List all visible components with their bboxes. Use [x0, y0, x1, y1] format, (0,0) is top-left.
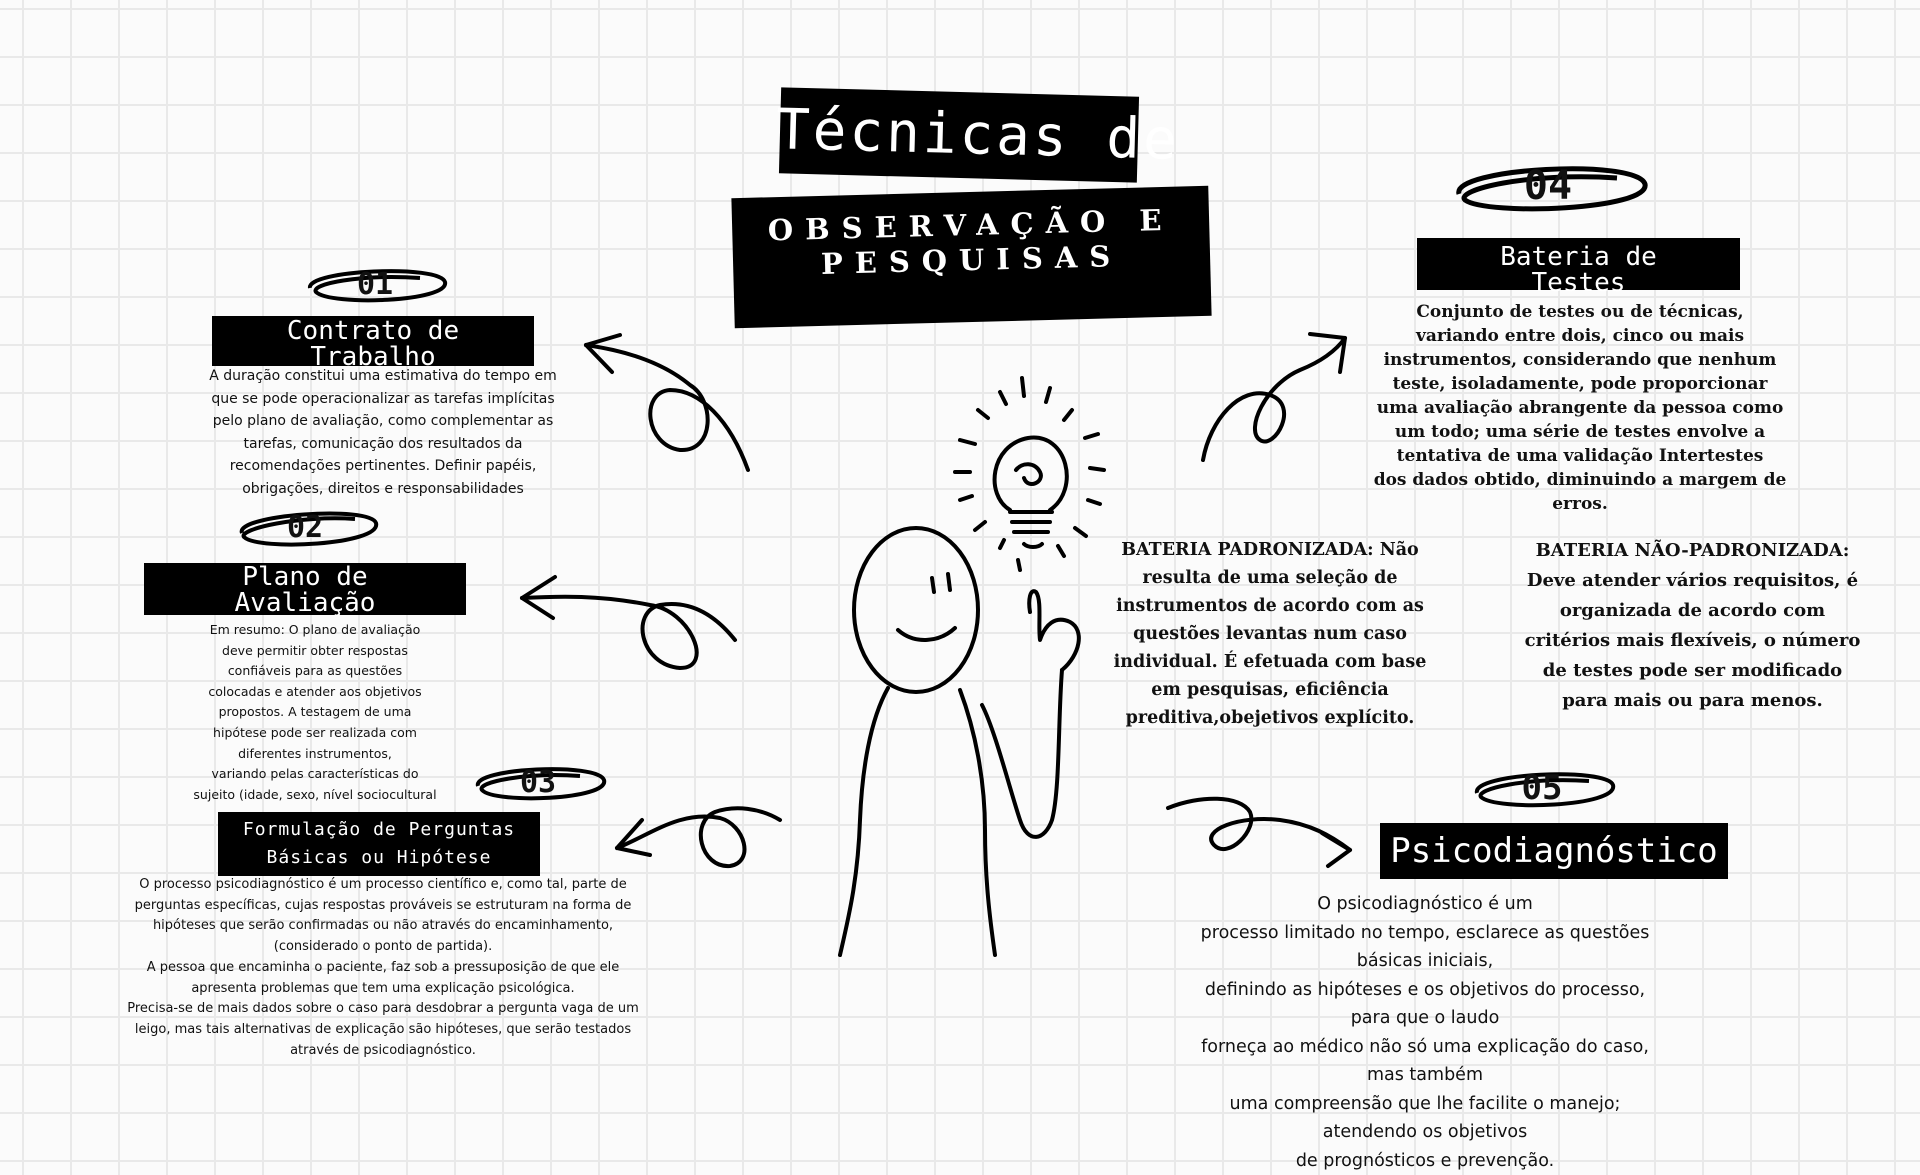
number-badge-02: 02 — [230, 505, 380, 549]
curly-arrow-icon — [617, 808, 780, 866]
page-subtitle — [731, 186, 1211, 328]
page-title — [775, 87, 1181, 182]
section-05-text: O psicodiagnóstico é um processo limitado no tempo, esclarece as questões básicas iniciais, definindo as hipóteses e os objetivos do processo, para que o laudo forneça ao médico não só uma explicação do caso, mas também uma compreensão que lhe facilite o manejo; atendendo os objetivos de prognósticos e prevenção. — [1200, 894, 1650, 1171]
number-badge-04: 04 — [1447, 156, 1649, 216]
section-03-heading: Formulação de Perguntas Básicas ou Hipótese — [218, 812, 540, 876]
number-badge-05: 05 — [1467, 765, 1617, 811]
bateria-padronizada-text: BATERIA PADRONIZADA: Não resulta de uma seleção de instrumentos de acordo com as questões levantas num caso individual. É efetuada com base em pesquisas, eficiência preditiva,obejetivos explícito. — [1113, 540, 1427, 728]
stick-figure — [840, 528, 1079, 955]
curly-arrow-icon — [522, 577, 735, 668]
section-01-text: A duração constitui uma estimativa do tempo em que se pode operacionalizar as tarefas implícitas pelo plano de avaliação, como complementar as tarefas, comunicação dos resultados da recomendações pertinentes. Definir papéis, obrigações, direitos e responsabilidades — [209, 368, 557, 497]
section-04-text: Conjunto de testes ou de técnicas, variando entre dois, cinco ou mais instrumentos, considerando que nenhum teste, isoladamente, pode proporcionar uma avaliação abrangente da pessoa como um todo; uma série de testes envolve a tentativa de uma validação Intertestes dos dados obtido, diminuindo a margem de erros. — [1373, 302, 1787, 514]
section-02-text: Em resumo: O plano de avaliação deve permitir obter respostas confiáveis para as questões colocadas e atender aos objetivos propostos. A testagem de uma hipótese pode ser realizada com diferentes instrumentos, variando pelas características do sujeito (idade, sexo, nível sociocultural — [193, 622, 437, 802]
section-03-text: O processo psicodiagnóstico é um processo científico e, como tal, parte de perguntas específicas, cujas respostas prováveis se estruturam na forma de hipóteses que serão confirmadas ou não através do encaminhamento, (considerado o ponto de partida). A pessoa que encaminha o paciente, faz sob a pressuposição de que ele apresenta problemas que tem uma explicação psicológica. Precisa-se de mais dados sobre o caso para desdobrar a pergunta vaga de um leigo, mas tais alternativas de explicação são hipóteses, que serão testados através de psicodiagnóstico. — [127, 877, 639, 1058]
section-04-heading: Bateria de Testes — [1417, 238, 1740, 290]
title-line-2: OBSERVAÇÃO E PESQUISAS — [767, 202, 1174, 281]
number-badge-03: 03 — [468, 760, 608, 804]
section-01-heading: Contrato de Trabalho — [212, 316, 534, 366]
section-02-heading: Plano de Avaliação — [144, 563, 466, 615]
section-05-heading: Psicodiagnóstico — [1380, 823, 1728, 879]
bateria-nao-padronizada-text: BATERIA NÃO-PADRONIZADA: Deve atender vários requisitos, é organizada de acordo com critérios mais flexíveis, o número de testes pode ser modificado para mais ou para menos. — [1524, 540, 1861, 711]
curly-arrow-icon — [1203, 334, 1345, 460]
curly-arrow-icon — [586, 335, 748, 470]
curly-arrow-icon — [1168, 799, 1350, 866]
title-line-1: Técnicas de — [775, 97, 1181, 173]
number-badge-01: 01 — [300, 262, 450, 306]
